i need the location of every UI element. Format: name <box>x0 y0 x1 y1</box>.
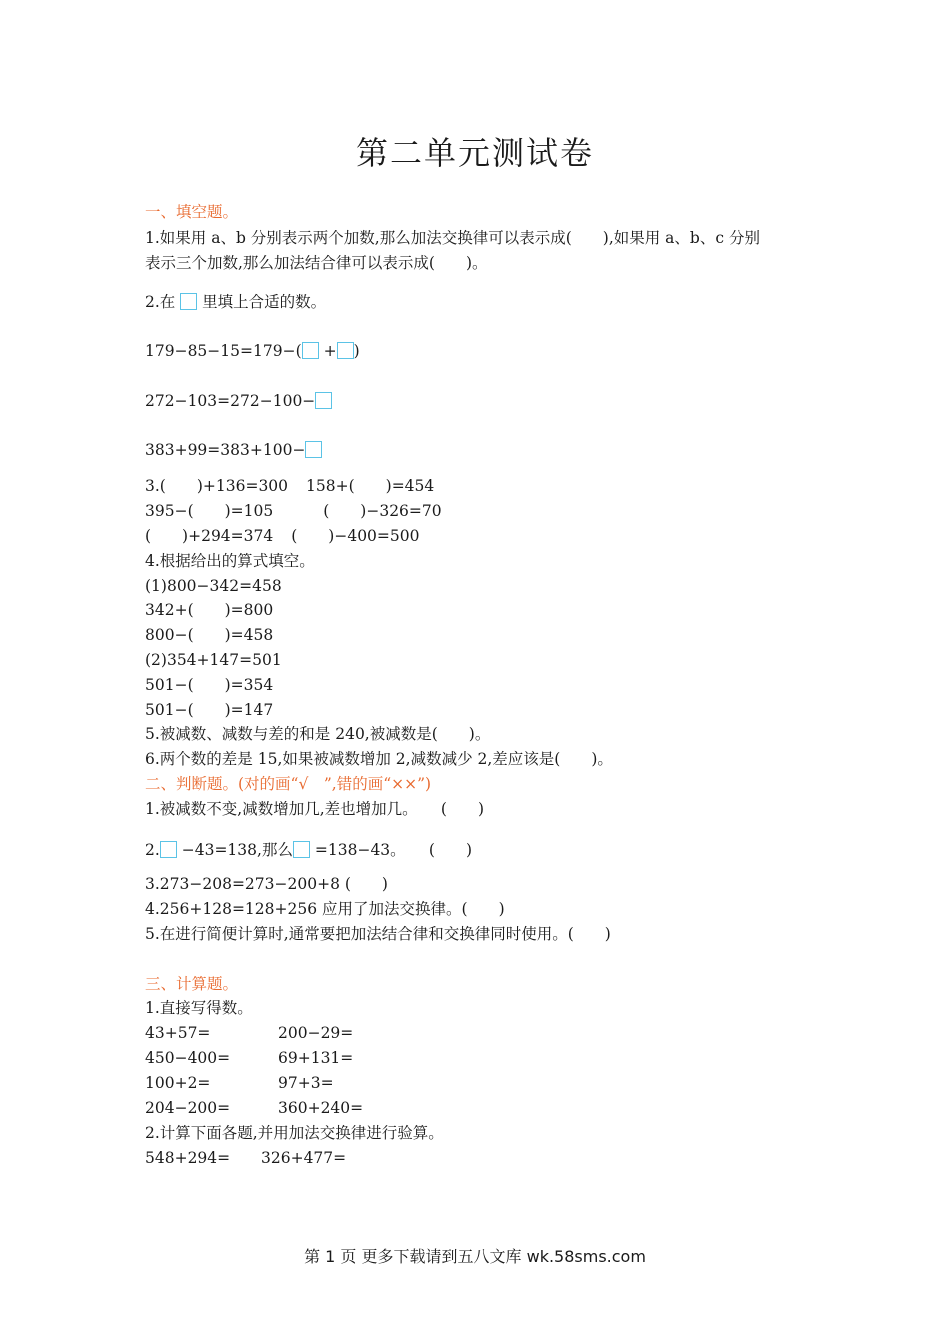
s1-q4-b: 342+( )=800 <box>145 601 274 619</box>
section-2-heading: 二、判断题。(对的画“√ ”,错的画“××”) <box>145 775 432 793</box>
s1-q2-text-b: 里填上合适的数。 <box>202 293 327 311</box>
calc-left-1: 43+57= <box>145 1024 211 1042</box>
s1-q5: 5.被减数、减数与差的和是 240,被减数是( )。 <box>145 725 491 743</box>
s2-q2-num: 2. <box>145 841 160 859</box>
answer-box[interactable] <box>315 392 332 409</box>
s1-q4-d: (2)354+147=501 <box>145 651 282 669</box>
expr-1-plus: + <box>323 342 337 360</box>
s1-q2-text-a: 2.在 <box>145 293 176 311</box>
s1-q1-line1: 1.如果用 a、b 分别表示两个加数,那么加法交换律可以表示成( ),如果用 a、b、c 分别 <box>145 229 760 247</box>
calc-right-2: 69+131= <box>278 1049 354 1067</box>
s2-q2 <box>145 840 472 860</box>
section-3-heading: 三、计算题。 <box>145 975 239 993</box>
q3-item-f: ( )−400=500 <box>291 527 420 545</box>
calc-right-4: 360+240= <box>278 1099 364 1117</box>
calc-left-2: 450−400= <box>145 1049 231 1067</box>
s1-q4-e: 501−( )=354 <box>145 676 274 694</box>
s2-q1: 1.被减数不变,减数增加几,差也增加几。 ( ) <box>145 800 484 818</box>
s1-expr-3 <box>145 440 322 460</box>
q3-item-c: 395−( )=105 <box>145 502 274 520</box>
s2-q2-mid: −43=138,那么 <box>181 841 293 859</box>
s2-q4: 4.256+128=128+256 应用了加法交换律。( ) <box>145 900 505 918</box>
expr-3-text: 383+99=383+100− <box>145 441 306 459</box>
s1-q4-c: 800−( )=458 <box>145 626 274 644</box>
s1-q1-line2: 表示三个加数,那么加法结合律可以表示成( )。 <box>145 254 488 272</box>
s2-q5: 5.在进行简便计算时,通常要把加法结合律和交换律同时使用。( ) <box>145 925 611 943</box>
s3-q1: 1.直接写得数。 <box>145 999 253 1017</box>
s1-q4-a: (1)800−342=458 <box>145 577 282 595</box>
s1-q6: 6.两个数的差是 15,如果被减数增加 2,减数减少 2,差应该是( )。 <box>145 750 613 768</box>
calc-left-4: 204−200= <box>145 1099 231 1117</box>
s1-q4: 4.根据给出的算式填空。 <box>145 552 315 570</box>
s1-q4-f: 501−( )=147 <box>145 701 274 719</box>
s1-q3-row1 <box>145 476 434 496</box>
calc-left-3: 100+2= <box>145 1074 211 1092</box>
s1-expr-2 <box>145 391 332 411</box>
s1-q3-row3 <box>145 526 420 546</box>
s2-q3: 3.273−208=273−200+8 ( ) <box>145 875 388 893</box>
calc-right-1: 200−29= <box>278 1024 354 1042</box>
answer-box[interactable] <box>337 342 354 359</box>
section-1-heading: 一、填空题。 <box>145 203 239 221</box>
expr-2-text: 272−103=272−100− <box>145 392 316 410</box>
answer-box[interactable] <box>305 441 322 458</box>
answer-box[interactable] <box>302 342 319 359</box>
q3-item-d: ( )−326=70 <box>323 502 442 520</box>
s3-q2: 2.计算下面各题,并用加法交换律进行验算。 <box>145 1124 444 1142</box>
expr-1-close: ) <box>353 342 360 360</box>
q3-item-e: ( )+294=374 <box>145 527 274 545</box>
answer-box[interactable] <box>160 841 177 858</box>
q3-item-a: 3.( )+136=300 <box>145 477 289 495</box>
calc-right-3: 97+3= <box>278 1074 334 1092</box>
s1-expr-1 <box>145 341 360 361</box>
s1-q3-row2 <box>145 501 442 521</box>
page-title: 第二单元测试卷 <box>355 134 594 172</box>
s2-q2-end: =138−43。 ( ) <box>314 841 473 859</box>
q3-item-b: 158+( )=454 <box>306 477 435 495</box>
expr-1-part-a: 179−85−15=179−( <box>145 342 302 360</box>
s3-q2-a: 548+294= <box>145 1149 231 1167</box>
page-footer: 第 1 页 更多下载请到五八文库 wk.58sms.com <box>304 1247 646 1266</box>
answer-box[interactable] <box>293 841 310 858</box>
s3-q2-b: 326+477= <box>261 1149 347 1167</box>
s1-q2 <box>145 292 326 312</box>
answer-box[interactable] <box>180 293 197 310</box>
